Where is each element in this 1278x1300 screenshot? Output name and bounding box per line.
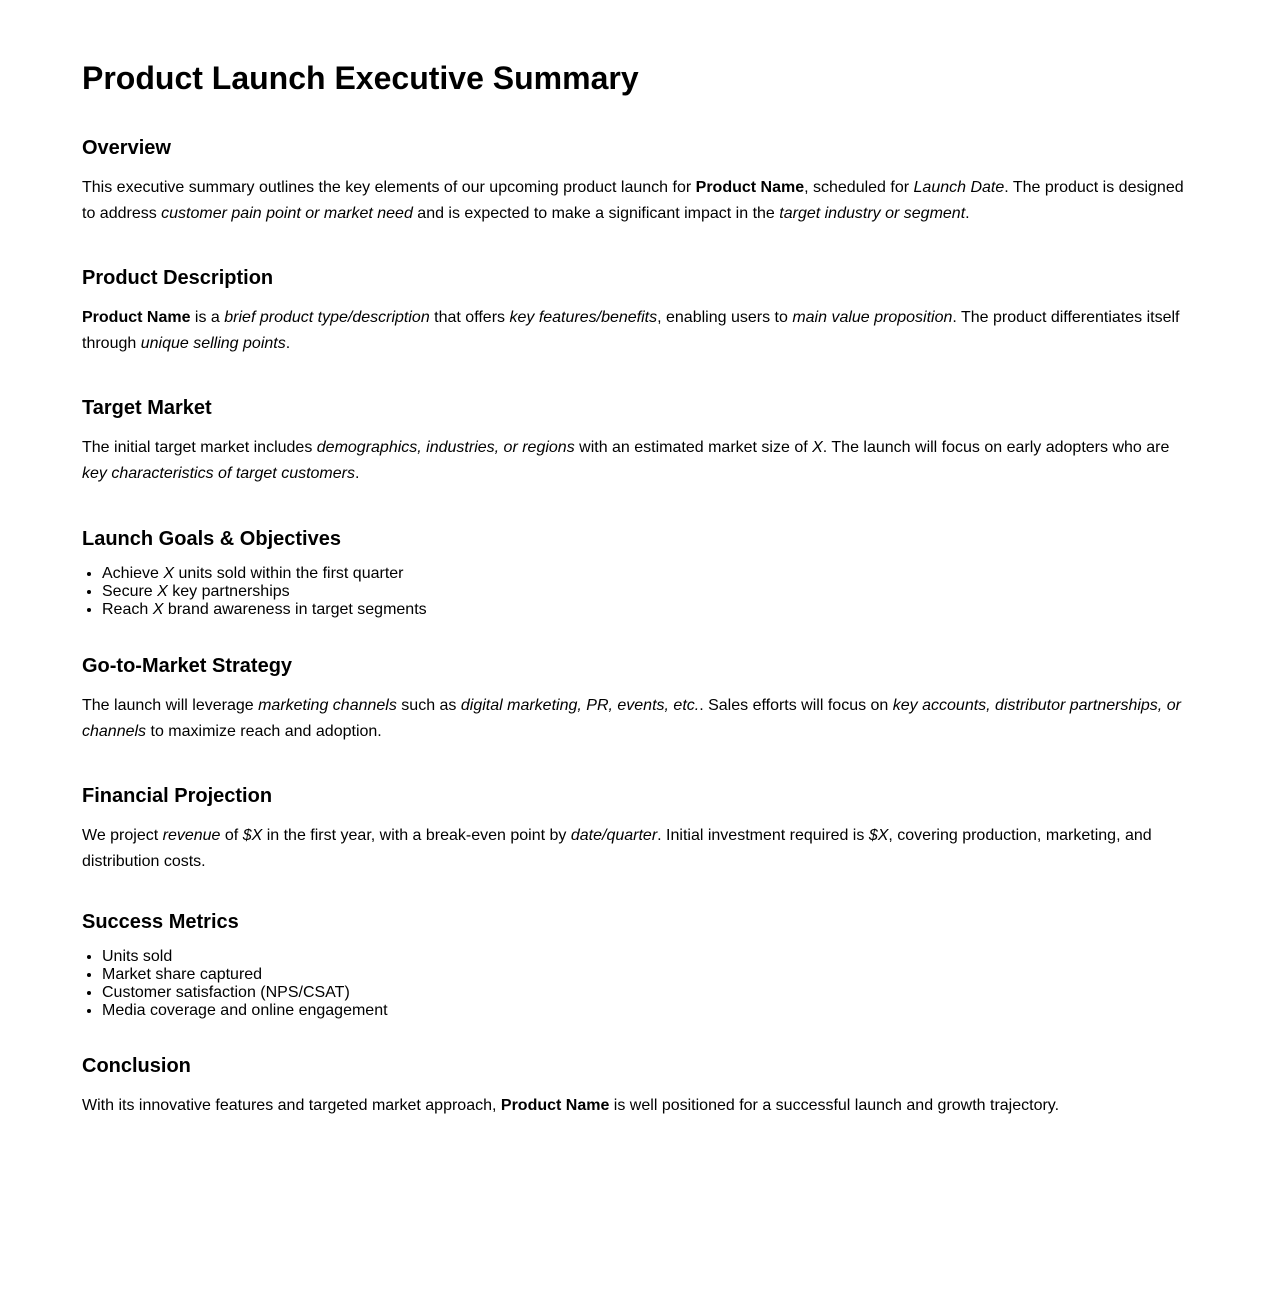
section-overview <box>82 136 1190 227</box>
section-success-metrics <box>82 910 1190 1020</box>
section-conclusion <box>82 1054 1190 1119</box>
section-heading: Target Market <box>82 397 212 419</box>
section-heading: Go-to-Market Strategy <box>82 655 293 677</box>
section-heading: Launch Goals & Objectives <box>82 528 341 550</box>
list-item: • Media coverage and online engagement <box>102 1002 1190 1020</box>
list-item: • Market share captured <box>102 966 1190 984</box>
section-heading: Conclusion <box>82 1055 191 1077</box>
page-title: Product Launch Executive Summary <box>82 60 639 96</box>
target-market-paragraph: The initial target market includes demographics, industries, or regions with an estimated market size of X. The launch will focus on early adopters who are key characteristics of target customers. <box>82 439 1170 482</box>
section-product-description <box>82 266 1190 357</box>
section-launch-goals <box>82 527 1190 619</box>
goals-list <box>82 565 1190 619</box>
section-target-market <box>82 396 1190 487</box>
conclusion-paragraph: With its innovative features and targeted market approach, Product Name is well positioned for a successful launch and growth trajectory. <box>82 1097 1060 1114</box>
metrics-list <box>82 948 1190 1020</box>
list-item: • Reach X brand awareness in target segments <box>102 601 1190 619</box>
section-heading: Success Metrics <box>82 911 239 933</box>
list-item: • Units sold <box>102 948 1190 966</box>
section-go-to-market <box>82 654 1190 745</box>
section-heading: Overview <box>82 137 171 159</box>
overview-paragraph: This executive summary outlines the key elements of our upcoming product launch for Product Name, scheduled for Launch Date. The product is designed to address customer pain point or market need and is expected to make a significant impact in the target industry or segment. <box>82 179 1184 222</box>
section-financial-projection <box>82 784 1190 875</box>
product-name: Product Name <box>82 309 191 326</box>
list-item: • Achieve X units sold within the first quarter <box>102 565 1190 583</box>
product-name: Product Name <box>500 1097 610 1114</box>
financial-paragraph: We project revenue of $X in the first year, with a break-even point by date/quarter. Initial investment required is $X, covering production, marketing, and distribution costs. <box>82 827 1152 870</box>
list-item: • Customer satisfaction (NPS/CSAT) <box>102 984 1190 1002</box>
section-heading: Product Description <box>82 267 274 289</box>
product-description-paragraph: Product Name is a brief product type/description that offers key features/benefits, enabling users to main value proposition. The product differentiates itself through unique selling points. <box>82 309 1180 352</box>
document <box>82 0 1190 1119</box>
section-heading: Financial Projection <box>82 785 273 807</box>
gtm-paragraph: The launch will leverage marketing channels such as digital marketing, PR, events, etc.. Sales efforts will focus on key accounts, distributor partnerships, or channels to maximize reach and adoption. <box>82 697 1181 740</box>
list-item: • Secure X key partnerships <box>102 583 1190 601</box>
product-name: Product Name <box>695 179 805 196</box>
